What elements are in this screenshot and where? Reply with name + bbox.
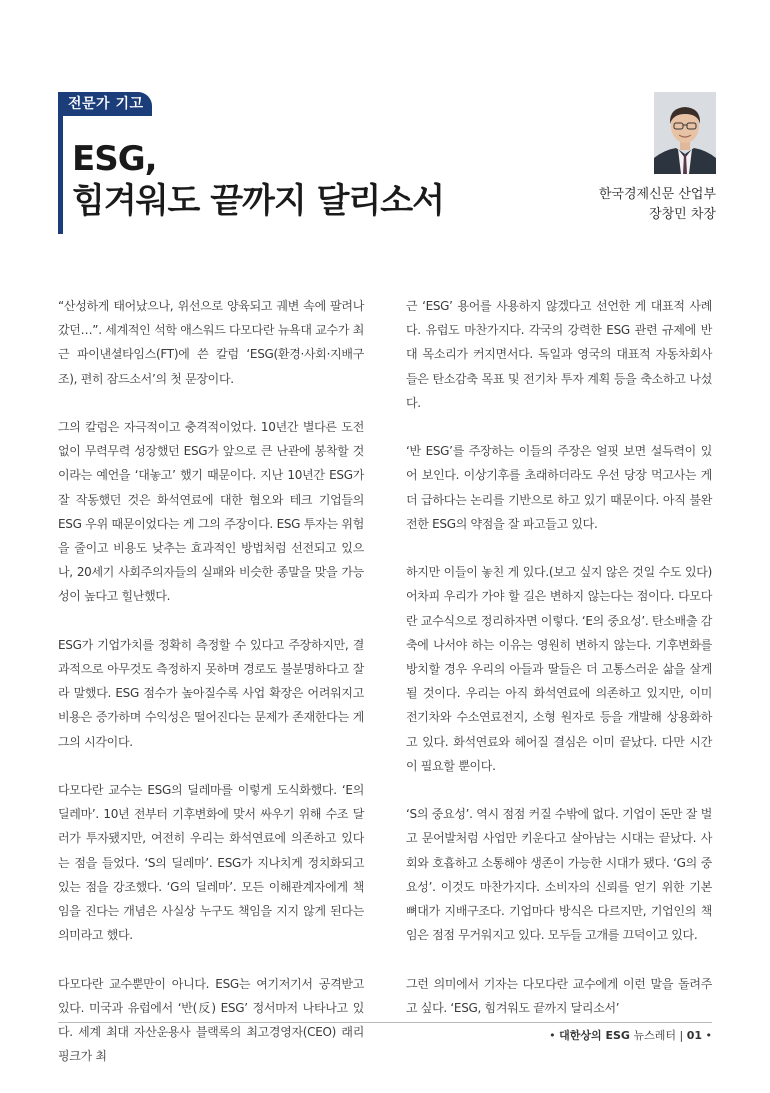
paragraph: 그의 칼럼은 자극적이고 충격적이었다. 10년간 별다른 도전 없이 무력무력 성장했던 ESG가 앞으로 큰 난관에 봉착할 것이라는 예언을 ‘대놓고’ 했기 때문이다. 지난 10년간 ESG가 잘 작동했던 것은 화석연료에 대한 혐오와 테크 기업들의 ESG 우위 때문이었다는 게 그의 주장이다. ESG 투자는 위험을 줄이고 비용도 낮추는 효과적인 방법처럼 선전되고 있으나, 20세기 사회주의자들의 실패와 비슷한 종말을 맞을 가능성이 높다고 힐난했다.: [58, 420, 364, 604]
article-column-right: [406, 294, 712, 1044]
footer-bullet-right: •: [705, 1029, 712, 1042]
paragraph: ‘S의 중요성’. 역시 점점 커질 수밖에 없다. 기업이 돈만 잘 벌고 문어발처럼 사업만 키운다고 살아남는 시대는 끝났다. 사회와 호흡하고 소통해야 생존이 가능한 시대가 됐다. ‘G의 중요성’. 이것도 마찬가지다. 소비자의 신뢰를 얻기 위한 기본 뼈대가 지배구조다. 기업마다 방식은 다르지만, 기업인의 책임은 점점 무거워지고 있다. 모두들 고개를 끄덕이고 있다.: [406, 807, 712, 943]
footer-separator: |: [679, 1029, 684, 1042]
author-photo: [654, 92, 716, 174]
author-affiliation: 한국경제신문 산업부: [598, 187, 716, 202]
paragraph: “산성하게 태어났으나, 위선으로 양육되고 궤변 속에 팔려나갔던…”. 세계적인 석학 애스워드 다모다란 뉴욕대 교수가 최근 파이낸셜타임스(FT)에 쓴 칼럼 ‘ESG(환경·사회·지배구조), 편히 잠드소서’의 첫 문장이다.: [58, 299, 364, 386]
footer-brand: 대한상의 ESG: [559, 1029, 630, 1042]
footer-divider: [58, 1022, 712, 1023]
paragraph: 그런 의미에서 기자는 다모다란 교수에게 이런 말을 돌려주고 싶다. ‘ESG, 힘겨워도 끝까지 달리소서’: [406, 976, 712, 1015]
paragraph: ‘반 ESG’를 주장하는 이들의 주장은 얼핏 보면 설득력이 있어 보인다. 이상기후를 초래하더라도 우선 당장 먹고사는 게 더 급하다는 논리를 기반으로 하고 있기 때문이다. 아직 불완전한 ESG의 약점을 잘 파고들고 있다.: [406, 444, 712, 531]
title-line-2: 힘겨워도 끝까지 달리소서: [72, 181, 444, 221]
paragraph: 근 ‘ESG’ 용어를 사용하지 않겠다고 선언한 게 대표적 사례다. 유럽도 마찬가지다. 각국의 강력한 ESG 관련 규제에 반대 목소리가 커지면서다. 독일과 영국의 대표적 자동차회사들은 탄소감축 목표 및 전기차 투자 계획 등을 축소하고 나섰다.: [406, 299, 712, 410]
category-badge: 전문가 기고: [58, 92, 152, 116]
article-column-left: [58, 294, 364, 1093]
accent-bar: [58, 116, 63, 234]
author-portrait-icon: [654, 92, 716, 174]
paragraph: 하지만 이들이 놓친 게 있다.(보고 싶지 않은 것일 수도 있다) 어차피 우리가 가야 할 길은 변하지 않는다는 점이다. 다모다란 교수식으로 정리하자면 이렇다. ‘E의 중요성’. 탄소배출 감축에 나서야 하는 이유는 영원히 변하지 않는다. 기후변화를 방치할 경우 우리의 아들과 딸들은 더 고통스러운 삶을 살게 될 것이다. 우리는 아직 화석연료에 의존하고 있지만, 이미 전기차와 수소연료전지, 소형 원자로 등을 개발해 상용화하고 있다. 화석연료와 헤어질 결심은 이미 끝났다. 다만 시간이 필요할 뿐이다.: [406, 565, 712, 773]
paragraph: 다모다란 교수는 ESG의 딜레마를 이렇게 도식화했다. ‘E의 딜레마’. 10년 전부터 기후변화에 맞서 싸우기 위해 수조 달러가 투자됐지만, 여전히 우리는 화석연료에 의존하고 있다는 점을 들었다. ‘S의 딜레마’. ESG가 지나치게 정치화되고 있는 점을 강조했다. ‘G의 딜레마’. 모든 이해관계자에게 책임을 진다는 개념은 사실상 누구도 책임을 지지 않게 된다는 의미라고 했다.: [58, 783, 364, 943]
footer-bullet-left: •: [549, 1029, 556, 1042]
paragraph: 다모다란 교수뿐만이 아니다. ESG는 여기저기서 공격받고 있다. 미국과 유럽에서 ‘반(反) ESG’ 정서마저 나타나고 있다. 세계 최대 자산운용사 블랙록의 최고경영자(CEO) 래리 핑크가 최: [58, 976, 364, 1064]
paragraph: ESG가 기업가치를 정확히 측정할 수 있다고 주장하지만, 결과적으로 아무것도 측정하지 못하며 경로도 불분명하다고 잘라 말했다. ESG 점수가 높아질수록 사업 확장은 어려워지고 비용은 증가하며 수익성은 떨어진다는 문제가 존재한다는 게 그의 시각이다.: [58, 637, 364, 749]
page-number: 01: [686, 1029, 702, 1042]
author-name: 장창민 차장: [649, 207, 716, 222]
footer-label: 뉴스레터: [633, 1029, 676, 1042]
article-title: [72, 138, 444, 222]
title-line-1: ESG,: [72, 139, 157, 179]
page-footer: [549, 1028, 712, 1044]
author-byline: [599, 185, 716, 225]
